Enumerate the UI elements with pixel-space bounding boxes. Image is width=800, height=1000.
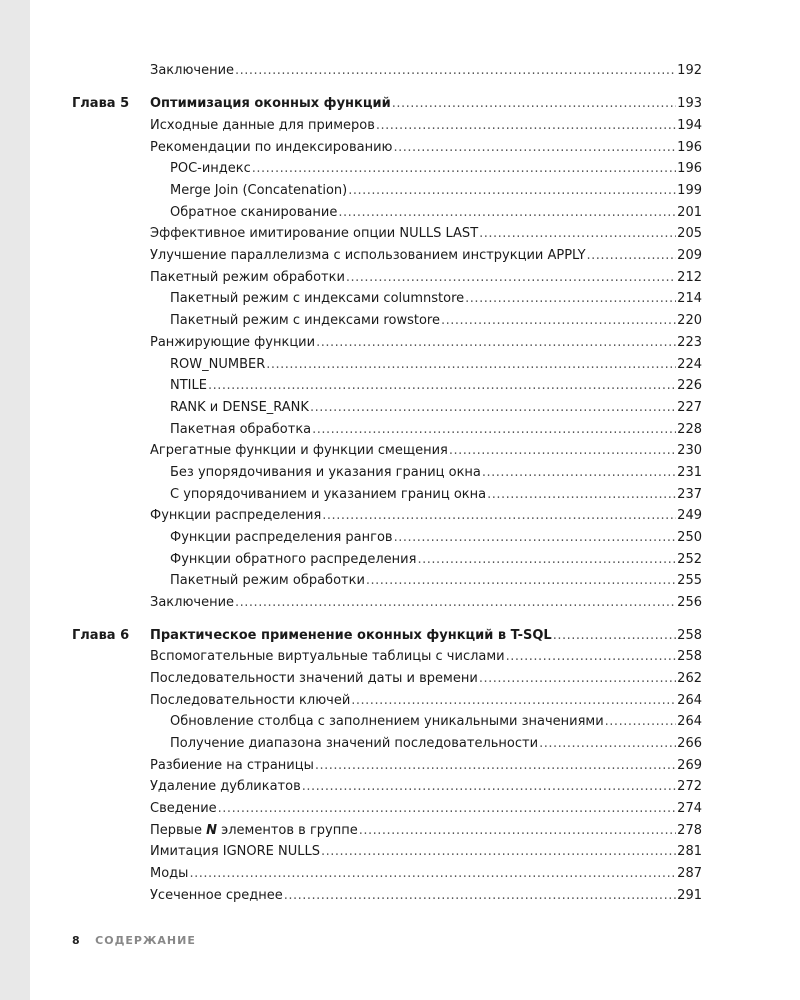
toc-entry-title: Ранжирующие функции — [150, 334, 316, 350]
toc-entry-title: Имитация IGNORE NULLS — [150, 844, 320, 860]
dot-leader — [394, 527, 677, 549]
toc-page-number: 291 — [677, 887, 702, 903]
toc-entry-line — [150, 267, 702, 289]
toc-entry-line — [170, 288, 702, 310]
toc-entry-line — [150, 223, 702, 245]
toc-page-number: 237 — [677, 486, 702, 502]
toc-page-number: 196 — [677, 161, 702, 177]
toc-chapter-entry[interactable] — [72, 625, 702, 647]
toc-entry-line — [170, 549, 702, 571]
toc-entry[interactable] — [72, 180, 702, 202]
toc-entry-line — [150, 820, 702, 842]
toc-page-number: 252 — [677, 551, 702, 567]
book-page — [30, 0, 800, 1000]
toc-entry[interactable] — [72, 776, 702, 798]
toc-entry-line — [170, 419, 702, 441]
toc-page-number: 266 — [677, 736, 702, 752]
toc-page-number: 264 — [677, 692, 702, 708]
toc-page-number: 287 — [677, 866, 702, 882]
toc-entry-title: POC-индекс — [170, 161, 251, 177]
toc-entry-title: Пакетная обработка — [170, 421, 312, 437]
dot-leader — [605, 711, 677, 733]
toc-entry-title: Обновление столбца с заполнением уникальными значениями — [170, 714, 604, 730]
dot-leader — [376, 115, 676, 137]
toc-page-number: 223 — [677, 334, 702, 350]
dot-leader — [284, 885, 676, 907]
toc-entry[interactable] — [72, 60, 702, 82]
toc-page-number: 196 — [677, 139, 702, 155]
toc-entry-line — [170, 158, 702, 180]
dot-leader — [189, 863, 676, 885]
toc-page-number: 205 — [677, 226, 702, 242]
toc-entry-line — [170, 484, 702, 506]
toc-entry-title: Функции распределения рангов — [170, 530, 393, 546]
toc-entry[interactable] — [72, 419, 702, 441]
title-text-part: Первые — [150, 822, 207, 838]
toc-entry[interactable] — [72, 375, 702, 397]
table-of-contents — [72, 60, 702, 907]
dot-leader — [449, 440, 676, 462]
toc-entry-title: Merge Join (Concatenation) — [170, 183, 348, 199]
toc-entry[interactable] — [72, 245, 702, 267]
toc-entry-title: Пакетный режим с индексами columnstore — [170, 291, 465, 307]
footer-page-number: 8 — [72, 934, 81, 947]
toc-page-number: 256 — [677, 595, 702, 611]
dot-leader — [539, 733, 676, 755]
toc-entry[interactable] — [72, 267, 702, 289]
toc-entry-title: Функции распределения — [150, 508, 322, 524]
toc-page-number: 227 — [677, 399, 702, 415]
dot-leader — [235, 60, 676, 82]
emphasis-text: N — [206, 822, 217, 838]
toc-entry-title: Исходные данные для примеров — [150, 117, 375, 133]
toc-entry-line — [150, 646, 702, 668]
toc-entry-title: RANK и DENSE_RANK — [170, 399, 309, 415]
title-text-part: элементов в группе — [216, 822, 358, 838]
toc-entry-line — [170, 397, 702, 419]
toc-page-number: 249 — [677, 508, 702, 524]
dot-leader — [441, 310, 676, 332]
toc-entry[interactable] — [72, 733, 702, 755]
toc-entry-title: Последовательности значений даты и времени — [150, 670, 478, 686]
toc-entry-line — [150, 137, 702, 159]
toc-page-number: 193 — [677, 96, 702, 112]
toc-entry[interactable] — [72, 592, 702, 614]
dot-leader — [315, 755, 676, 777]
toc-entry-line — [170, 527, 702, 549]
toc-entry[interactable] — [72, 397, 702, 419]
toc-page-number: 258 — [677, 627, 702, 643]
toc-page-number: 209 — [677, 248, 702, 264]
dot-leader — [482, 462, 676, 484]
dot-leader — [218, 798, 677, 820]
toc-entry-title: Вспомогательные виртуальные таблицы с числами — [150, 649, 505, 665]
toc-page-number: 231 — [677, 464, 702, 480]
page-edge — [0, 0, 30, 1000]
toc-entry[interactable] — [72, 646, 702, 668]
toc-entry-line — [150, 885, 702, 907]
toc-page-number: 212 — [677, 269, 702, 285]
toc-entry-line — [170, 375, 702, 397]
toc-entry-title: Разбиение на страницы — [150, 757, 314, 773]
dot-leader — [252, 158, 676, 180]
toc-page-number: 272 — [677, 779, 702, 795]
toc-entry-line — [150, 755, 702, 777]
toc-page-number: 220 — [677, 313, 702, 329]
toc-entry-title: Агрегатные функции и функции смещения — [150, 443, 448, 459]
footer-section-label: СОДЕРЖАНИЕ — [95, 934, 196, 947]
dot-leader — [366, 570, 676, 592]
dot-leader — [266, 354, 676, 376]
toc-entry[interactable] — [72, 549, 702, 571]
toc-entry-line — [170, 711, 702, 733]
toc-page-number: 230 — [677, 443, 702, 459]
toc-entry[interactable] — [72, 755, 702, 777]
toc-entry-title: Усеченное среднее — [150, 887, 283, 903]
toc-page-number: 255 — [677, 573, 702, 589]
toc-entry[interactable] — [72, 690, 702, 712]
toc-entry[interactable] — [72, 462, 702, 484]
toc-entry-title: Обратное сканирование — [170, 204, 338, 220]
toc-page-number: 224 — [677, 356, 702, 372]
toc-entry[interactable] — [72, 158, 702, 180]
toc-gap — [72, 614, 702, 625]
toc-entry-line — [170, 310, 702, 332]
dot-leader — [465, 288, 676, 310]
toc-entry-line — [170, 354, 702, 376]
dot-leader — [316, 332, 676, 354]
toc-entry-line — [170, 733, 702, 755]
toc-entry-title: Эффективное имитирование опции NULLS LAST — [150, 226, 479, 242]
toc-entry[interactable] — [72, 288, 702, 310]
toc-entry[interactable] — [72, 310, 702, 332]
toc-entry[interactable] — [72, 798, 702, 820]
toc-entry-line — [170, 202, 702, 224]
dot-leader — [351, 690, 676, 712]
toc-entry-line — [150, 60, 702, 82]
dot-leader — [312, 419, 676, 441]
toc-entry[interactable] — [72, 570, 702, 592]
toc-entry[interactable] — [72, 668, 702, 690]
toc-entry-title: Получение диапазона значений последовательности — [170, 736, 539, 752]
toc-entry-title: Удаление дубликатов — [150, 779, 301, 795]
toc-gap — [72, 82, 702, 94]
toc-page-number: 199 — [677, 183, 702, 199]
toc-page-number: 226 — [677, 378, 702, 394]
toc-entry-title: Пакетный режим обработки — [150, 269, 345, 285]
dot-leader — [359, 820, 676, 842]
toc-entry[interactable] — [72, 820, 702, 842]
page-footer — [72, 934, 196, 947]
toc-page-number: 269 — [677, 757, 702, 773]
dot-leader — [348, 180, 676, 202]
toc-entry-line — [150, 668, 702, 690]
dot-leader — [338, 202, 676, 224]
chapter-label: Глава 5 — [72, 96, 130, 112]
dot-leader — [302, 776, 676, 798]
toc-entry[interactable] — [72, 505, 702, 527]
toc-entry-title: Функции обратного распределения — [170, 551, 417, 567]
toc-entry-line — [150, 592, 702, 614]
toc-entry-line — [150, 93, 702, 115]
toc-entry-line — [150, 505, 702, 527]
toc-entry-title: Заключение — [150, 595, 235, 611]
dot-leader — [235, 592, 676, 614]
toc-entry[interactable] — [72, 137, 702, 159]
toc-entry-line — [150, 798, 702, 820]
toc-page-number: 258 — [677, 649, 702, 665]
dot-leader — [417, 549, 676, 571]
dot-leader — [506, 646, 677, 668]
dot-leader — [553, 625, 676, 647]
dot-leader — [393, 137, 676, 159]
toc-page-number: 201 — [677, 204, 702, 220]
toc-entry-title: NTILE — [170, 378, 207, 394]
toc-entry-line — [150, 332, 702, 354]
toc-page-number: 264 — [677, 714, 702, 730]
dot-leader — [479, 223, 676, 245]
toc-entry-title: Рекомендации по индексированию — [150, 139, 393, 155]
toc-entry-title: С упорядочиванием и указанием границ окна — [170, 486, 487, 502]
dot-leader — [587, 245, 677, 267]
toc-page-number: 278 — [677, 822, 702, 838]
toc-entry-line — [170, 180, 702, 202]
toc-page-number: 214 — [677, 291, 702, 307]
toc-entry-title: Пакетный режим обработки — [170, 573, 365, 589]
chapter-label: Глава 6 — [72, 627, 130, 643]
dot-leader — [479, 668, 676, 690]
toc-entry[interactable] — [72, 354, 702, 376]
dot-leader — [322, 505, 676, 527]
dot-leader — [310, 397, 676, 419]
toc-entry-line — [150, 115, 702, 137]
toc-entry-line — [150, 625, 702, 647]
toc-entry[interactable] — [72, 711, 702, 733]
dot-leader — [487, 484, 676, 506]
toc-entry-line — [150, 690, 702, 712]
toc-entry-title — [150, 820, 358, 842]
toc-entry-line — [150, 841, 702, 863]
toc-entry-line — [150, 245, 702, 267]
toc-entry[interactable] — [72, 527, 702, 549]
toc-page-number: 281 — [677, 844, 702, 860]
dot-leader — [392, 93, 676, 115]
toc-page-number: 228 — [677, 421, 702, 437]
toc-entry[interactable] — [72, 863, 702, 885]
toc-entry-title: Без упорядочивания и указания границ окна — [170, 464, 481, 480]
toc-entry[interactable] — [72, 115, 702, 137]
toc-entry[interactable] — [72, 223, 702, 245]
toc-page-number: 192 — [677, 63, 702, 78]
toc-entry[interactable] — [72, 484, 702, 506]
toc-entry-line — [150, 440, 702, 462]
dot-leader — [208, 375, 676, 397]
toc-entry[interactable] — [72, 332, 702, 354]
toc-entry-title: Моды — [150, 866, 189, 882]
toc-entry[interactable] — [72, 885, 702, 907]
toc-page-number: 274 — [677, 801, 702, 817]
toc-chapter-entry[interactable] — [72, 93, 702, 115]
toc-entry-line — [170, 570, 702, 592]
toc-entry-title: Пакетный режим с индексами rowstore — [170, 313, 440, 329]
toc-entry-line — [170, 462, 702, 484]
toc-entry-title: ROW_NUMBER — [170, 356, 266, 372]
toc-page-number: 262 — [677, 670, 702, 686]
toc-entry[interactable] — [72, 841, 702, 863]
toc-page-number: 250 — [677, 530, 702, 546]
toc-entry[interactable] — [72, 202, 702, 224]
toc-entry-line — [150, 776, 702, 798]
toc-entry-line — [150, 863, 702, 885]
toc-entry-title: Сведение — [150, 801, 217, 817]
dot-leader — [346, 267, 676, 289]
toc-page-number: 194 — [677, 117, 702, 133]
toc-entry-title: Заключение — [150, 63, 235, 78]
toc-entry-title: Последовательности ключей — [150, 692, 351, 708]
toc-entry-title: Практическое применение оконных функций в T-SQL — [150, 627, 552, 643]
toc-entry-title: Улучшение параллелизма с использованием инструкции APPLY — [150, 248, 586, 264]
toc-entry[interactable] — [72, 440, 702, 462]
toc-entry-title: Оптимизация оконных функций — [150, 96, 391, 112]
dot-leader — [321, 841, 676, 863]
